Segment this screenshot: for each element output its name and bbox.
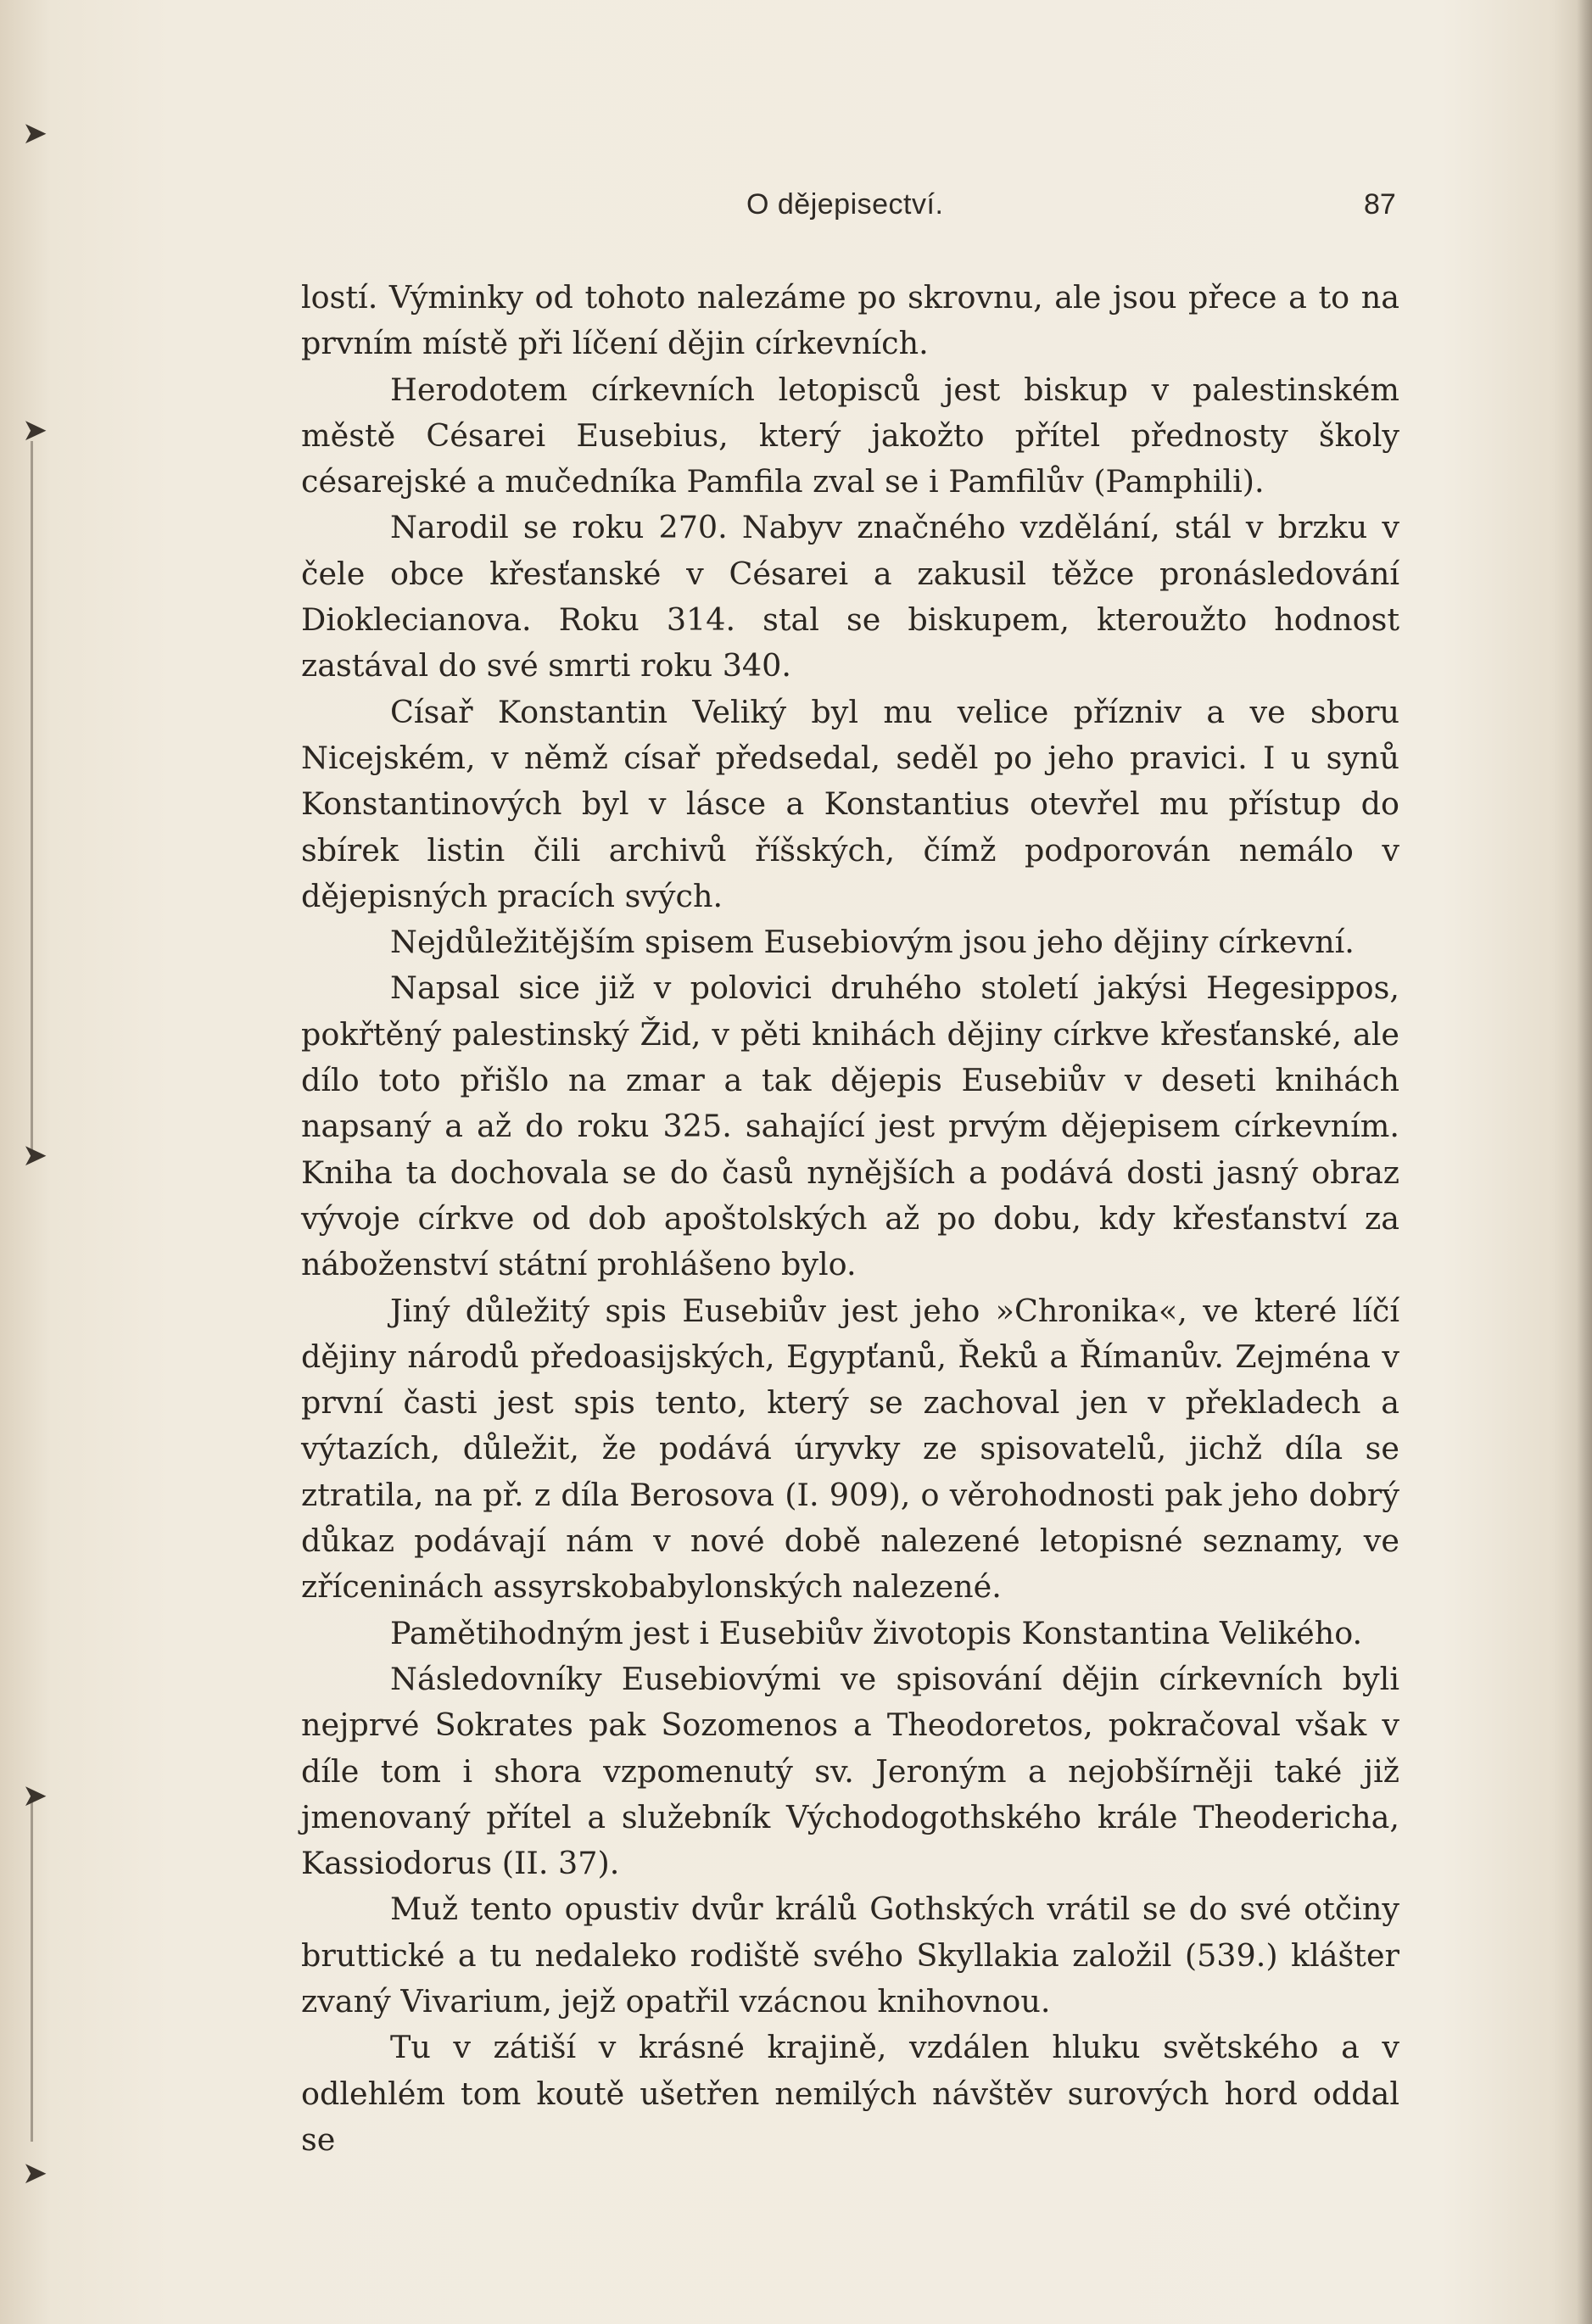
margin-arrow-icon: ➤ — [22, 2156, 48, 2191]
margin-arrow-icon: ➤ — [22, 116, 48, 151]
page-number: 87 — [1364, 188, 1396, 221]
paragraph: Tu v zátiší v krásné krajině, vzdálen hluku světského a v odlehlém tom koutě ušetřen nemilých návštěv surových hord oddal se — [301, 2029, 1399, 2158]
paragraph: Napsal sice již v polovici druhého století jakýsi Hegesippos, pokřtěný palestinský Žid, v pěti knihách dějiny církve křesťanské, ale dílo toto přišlo na zmar a tak dějepis Eusebiův v deseti knihách napsaný a až do roku 325. sahající jest prvým dějepisem církevním. Kniha ta dochovala se do časů nynějších a podává dosti jasný obraz vývoje církve od dob apoštolských až po dobu, kdy křesťanství za náboženství státní prohlášeno bylo. — [301, 969, 1399, 1283]
paragraph: Následovníky Eusebiovými ve spisování dějin církevních byli nejprvé Sokrates pak Sozomenos a Theodoretos, pokračoval však v díle tom i shora vzpomenutý sv. Jeroným a nejobšírněji také již jmenovaný přítel a služebník Východogothského krále Theodericha, Kassiodorus (II. 37). — [301, 1660, 1399, 1882]
running-header: O dějepisectví. — [746, 188, 944, 221]
paragraph: lostí. Výminky od tohoto nalezáme po skrovnu, ale jsou přece a to na prvním místě při líčení dějin církevních. — [301, 279, 1399, 362]
margin-arrow-icon: ➤ — [22, 1779, 48, 1813]
paragraph: Jiný důležitý spis Eusebiův jest jeho »Chronika«, ve které líčí dějiny národů předoasijských, Egypťanů, Řeků a Římanův. Zejména v první časti jest spis tento, který se zachoval jen v překladech a výtazích, důležit, že podává úryvky ze spisovatelů, jichž díla se ztratila, na př. z díla Berosova (I. 909), o věrohodnosti pak jeho dobrý důkaz podávají nám v nové době nalezené letopisné seznamy, ve zříceninách assyrskobabylonských nalezené. — [301, 1292, 1399, 1606]
paragraph: Pamětihodným jest i Eusebiův životopis Konstantina Velikého. — [390, 1614, 1363, 1651]
paragraph: Císař Konstantin Veliký byl mu velice přízniv a ve sboru Nicejském, v němž císař předsedal, seděl po jeho pravici. I u synů Konstantinových byl v lásce a Konstantius otevřel mu přístup do sbírek listin čili archivů říšských, čímž podporován nemálo v dějepisných pracích svých. — [301, 693, 1399, 914]
page-edge-shadow — [1577, 0, 1592, 2324]
body-text — [301, 275, 1399, 2163]
paragraph: Nejdůležitějším spisem Eusebiovým jsou jeho dějiny církevní. — [390, 924, 1355, 961]
margin-arrow-icon: ➤ — [22, 413, 48, 448]
margin-bracket-line — [31, 441, 33, 1162]
paragraph: Muž tento opustiv dvůr králů Gothských vrátil se do své otčiny bruttické a tu nedaleko rodiště svého Skyllakia založil (539.) klášter zvaný Vivarium, jejž opatřil vzácnou knihovnou. — [301, 1891, 1399, 2020]
paragraph: Narodil se roku 270. Nabyv značného vzdělání, stál v brzku v čele obce křesťanské v Césarei a zakusil těžce pronásledování Dioklecianova. Roku 314. stal se biskupem, kteroužto hodnost zastával do své smrti roku 340. — [301, 509, 1399, 684]
margin-bracket-line — [31, 1794, 33, 2142]
paragraph: Herodotem církevních letopisců jest biskup v palestinském městě Césarei Eusebius, který jakožto přítel přednosty školy césarejské a mučedníka Pamfila zval se i Pamfilův (Pamphili). — [301, 371, 1399, 500]
margin-arrow-icon: ➤ — [22, 1138, 48, 1173]
